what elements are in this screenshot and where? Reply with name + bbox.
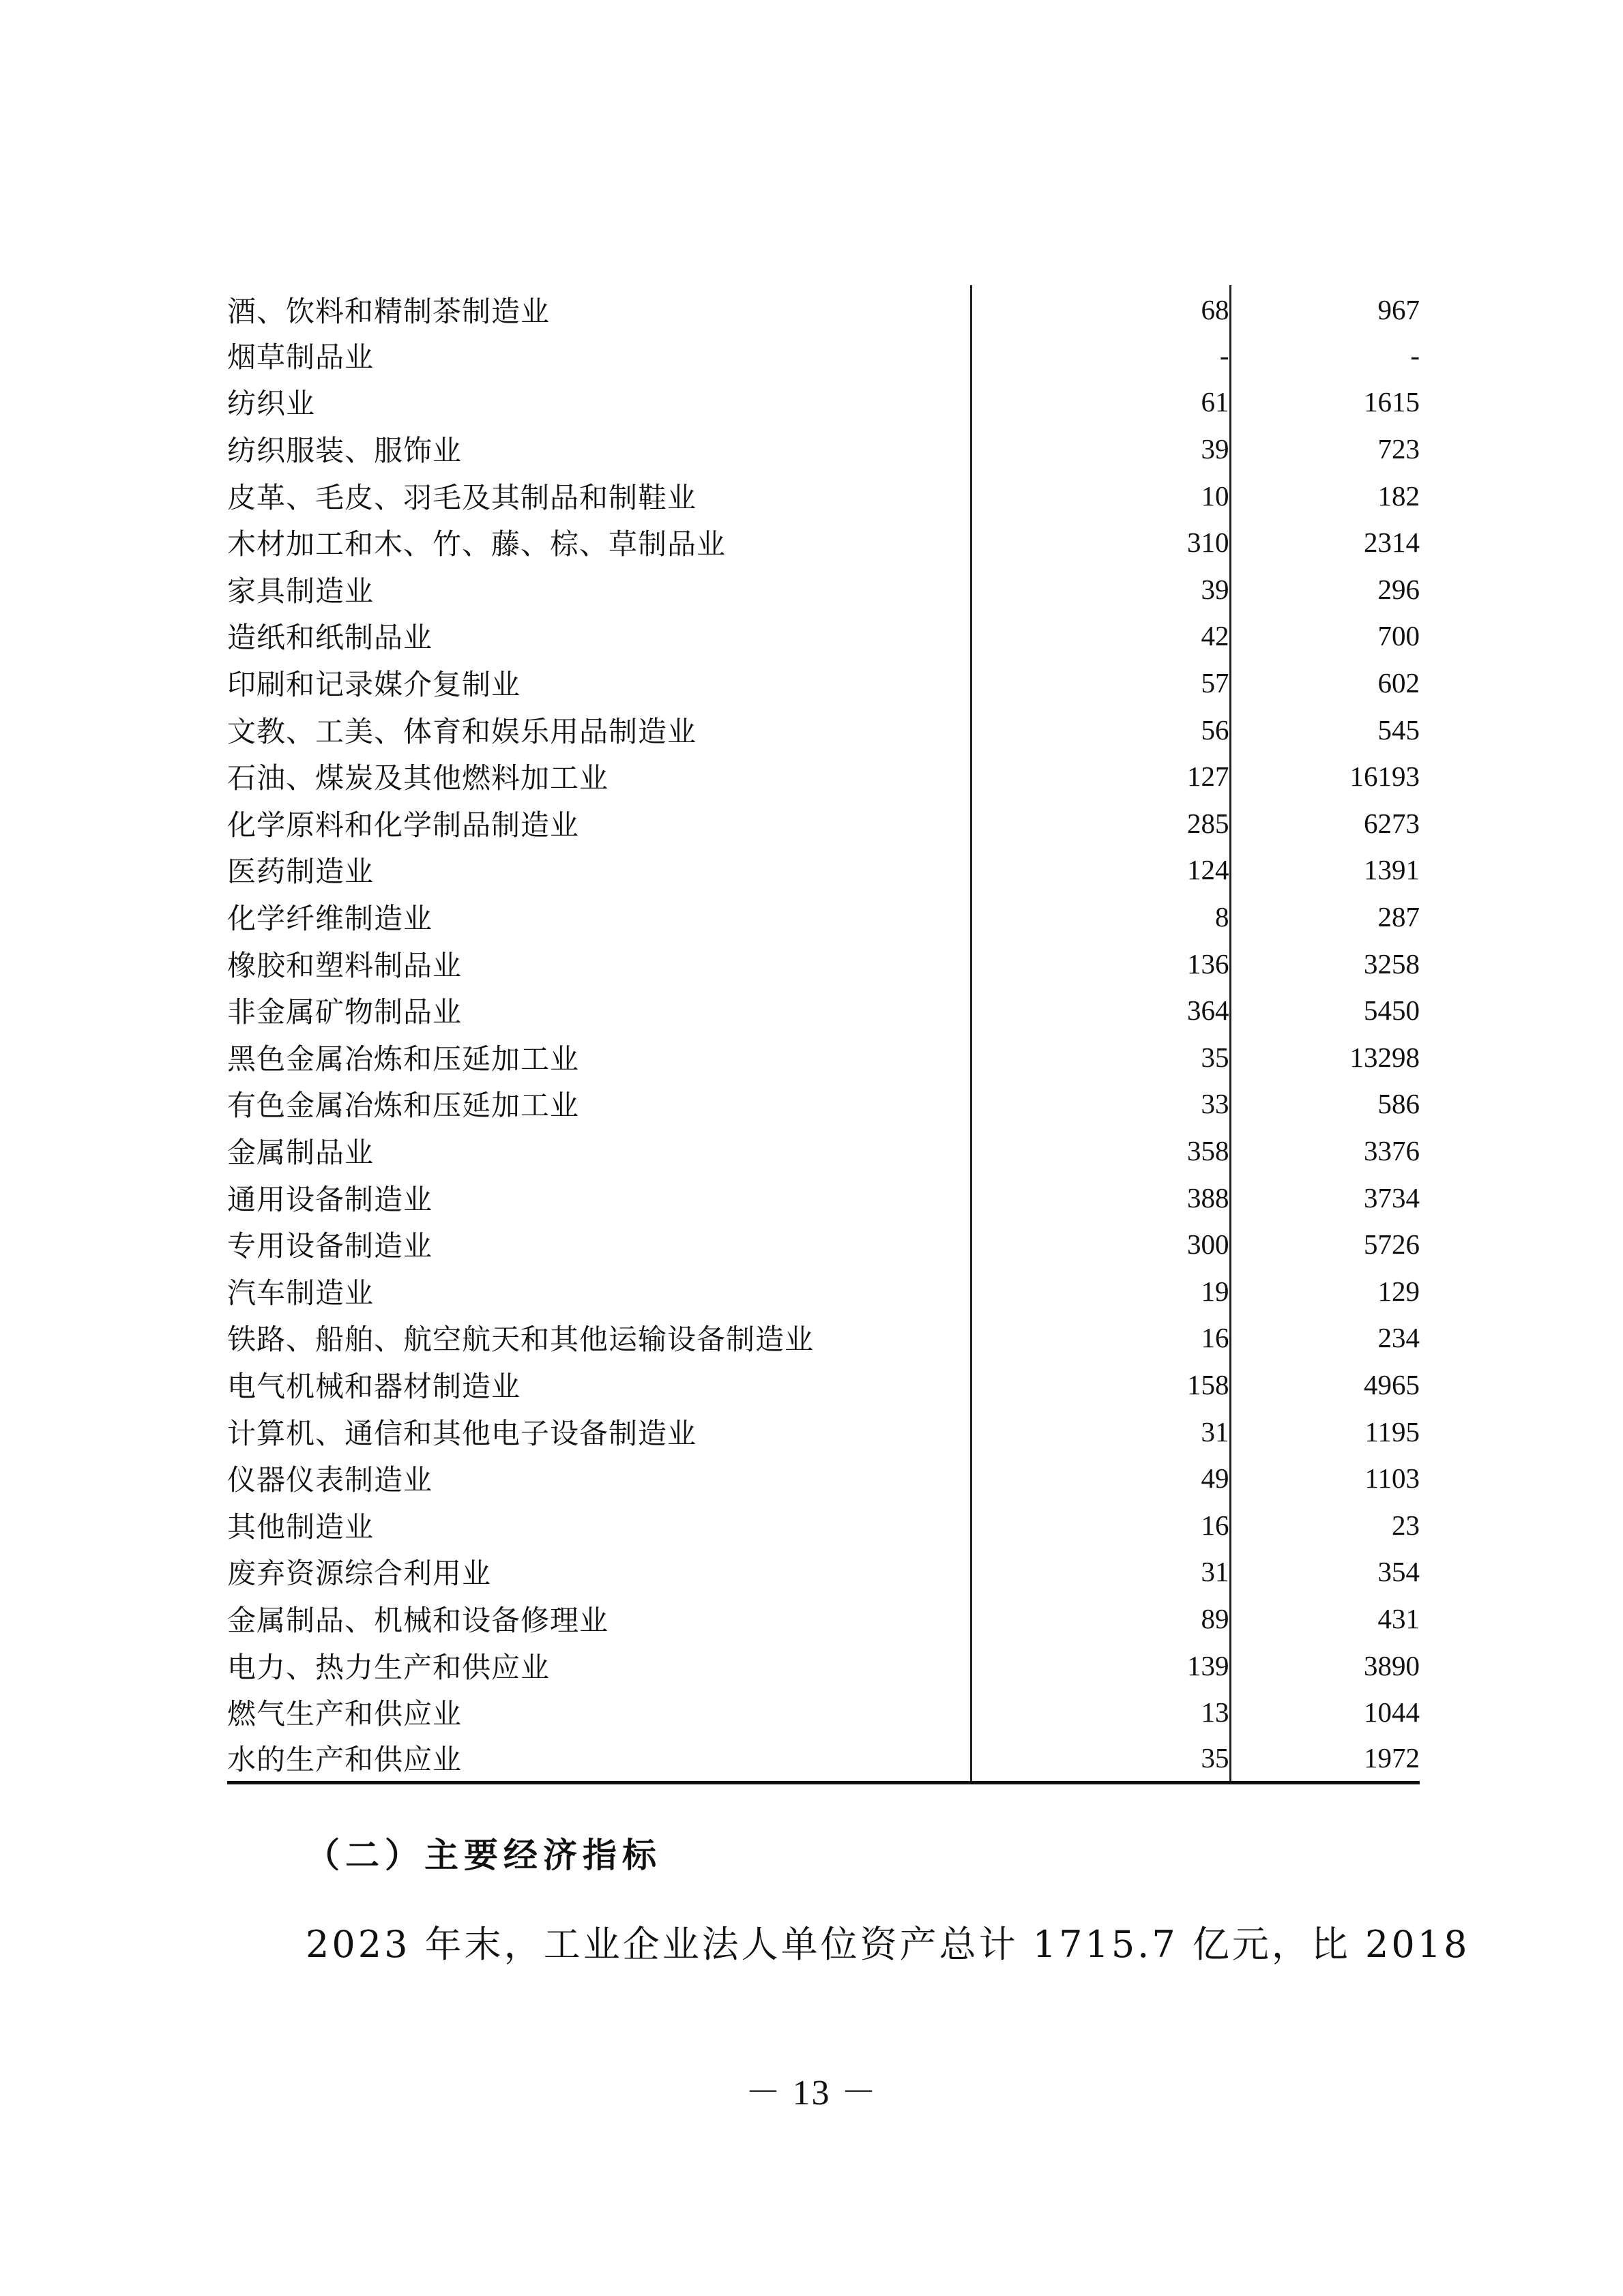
table-row xyxy=(227,519,1420,566)
employee-count-cell: 3734 xyxy=(1230,1174,1420,1221)
table-row xyxy=(227,1128,1420,1175)
table-row xyxy=(227,1267,1420,1314)
table-row xyxy=(227,706,1420,753)
table-row xyxy=(227,1408,1420,1455)
employee-count-cell: 1195 xyxy=(1230,1408,1420,1455)
unit-count-cell: 68 xyxy=(971,285,1230,332)
table-row xyxy=(227,800,1420,847)
employee-count-cell: 545 xyxy=(1230,706,1420,753)
unit-count-cell: 310 xyxy=(971,519,1230,566)
employee-count-cell: 1391 xyxy=(1230,847,1420,894)
unit-count-cell: 49 xyxy=(971,1455,1230,1502)
industry-name-cell: 计算机、通信和其他电子设备制造业 xyxy=(227,1416,697,1450)
unit-count-cell: 35 xyxy=(971,1735,1230,1782)
unit-count-cell: 39 xyxy=(971,426,1230,473)
paragraph-text: 2023 年末，工业企业法人单位资产总计 1715.7 亿元，比 2018 xyxy=(306,1923,1470,1966)
employee-count-cell: 3376 xyxy=(1230,1128,1420,1175)
section-subheading: （二）主要经济指标 xyxy=(306,1835,662,1875)
employee-count-cell: 234 xyxy=(1230,1314,1420,1362)
employee-count-cell: 287 xyxy=(1230,894,1420,941)
industry-name-cell: 通用设备制造业 xyxy=(227,1182,433,1216)
unit-count-cell: 31 xyxy=(971,1548,1230,1595)
employee-count-cell: 586 xyxy=(1230,1080,1420,1128)
employee-count-cell: 23 xyxy=(1230,1501,1420,1548)
unit-count-cell: 127 xyxy=(971,753,1230,800)
unit-count-cell: 35 xyxy=(971,1034,1230,1081)
unit-count-cell: - xyxy=(971,332,1230,379)
table-row xyxy=(227,426,1420,473)
page-number: － 13 － xyxy=(745,2074,878,2113)
employee-count-cell: 5450 xyxy=(1230,987,1420,1034)
table-row xyxy=(227,1455,1420,1502)
employee-count-cell: 3890 xyxy=(1230,1642,1420,1689)
employee-count-cell: 354 xyxy=(1230,1548,1420,1595)
table-row xyxy=(227,285,1420,332)
industry-name-cell: 皮革、毛皮、羽毛及其制品和制鞋业 xyxy=(227,480,697,514)
industry-name-cell: 金属制品、机械和设备修理业 xyxy=(227,1603,609,1637)
industry-name-cell: 烟草制品业 xyxy=(227,340,375,374)
table-row xyxy=(227,660,1420,707)
table-row xyxy=(227,566,1420,613)
industry-name-cell: 金属制品业 xyxy=(227,1135,375,1169)
industry-table-body xyxy=(227,285,1420,1782)
employee-count-cell: 1972 xyxy=(1230,1735,1420,1782)
employee-count-cell: 13298 xyxy=(1230,1034,1420,1081)
industry-name-cell: 医药制造业 xyxy=(227,855,375,889)
industry-name-cell: 化学原料和化学制品制造业 xyxy=(227,808,580,842)
industry-name-cell: 印刷和记录媒介复制业 xyxy=(227,668,521,702)
unit-count-cell: 57 xyxy=(971,660,1230,707)
employee-count-cell: 182 xyxy=(1230,472,1420,519)
unit-count-cell: 61 xyxy=(971,379,1230,426)
unit-count-cell: 139 xyxy=(971,1642,1230,1689)
employee-count-cell: - xyxy=(1230,332,1420,379)
industry-name-cell: 电气机械和器材制造业 xyxy=(227,1369,521,1403)
industry-name-cell: 文教、工美、体育和娱乐用品制造业 xyxy=(227,714,697,748)
industry-name-cell: 专用设备制造业 xyxy=(227,1229,433,1263)
unit-count-cell: 285 xyxy=(971,800,1230,847)
employee-count-cell: 5726 xyxy=(1230,1221,1420,1268)
employee-count-cell: 1103 xyxy=(1230,1455,1420,1502)
industry-name-cell: 燃气生产和供应业 xyxy=(227,1697,463,1731)
employee-count-cell: 4965 xyxy=(1230,1362,1420,1409)
industry-name-cell: 非金属矿物制品业 xyxy=(227,995,463,1029)
table-row xyxy=(227,1034,1420,1081)
table-row xyxy=(227,1689,1420,1736)
industry-table-container xyxy=(227,285,1420,1784)
industry-name-cell: 水的生产和供应业 xyxy=(227,1735,971,1782)
industry-name-cell: 纺织业 xyxy=(227,387,316,421)
unit-count-cell: 16 xyxy=(971,1501,1230,1548)
industry-name-cell: 木材加工和木、竹、藤、棕、草制品业 xyxy=(227,527,727,561)
table-row xyxy=(227,1314,1420,1362)
industry-name-cell: 仪器仪表制造业 xyxy=(227,1463,433,1497)
employee-count-cell: 129 xyxy=(1230,1267,1420,1314)
table-row xyxy=(227,472,1420,519)
employee-count-cell: 296 xyxy=(1230,566,1420,613)
table-row xyxy=(227,379,1420,426)
employee-count-cell: 3258 xyxy=(1230,940,1420,987)
industry-name-cell: 纺织服装、服饰业 xyxy=(227,434,463,468)
unit-count-cell: 39 xyxy=(971,566,1230,613)
unit-count-cell: 8 xyxy=(971,894,1230,941)
table-row xyxy=(227,1501,1420,1548)
unit-count-cell: 388 xyxy=(971,1174,1230,1221)
employee-count-cell: 1615 xyxy=(1230,379,1420,426)
table-row xyxy=(227,753,1420,800)
table-row xyxy=(227,940,1420,987)
industry-name-cell: 废弃资源综合利用业 xyxy=(227,1557,492,1591)
table-row xyxy=(227,1174,1420,1221)
table-row xyxy=(227,1221,1420,1268)
unit-count-cell: 364 xyxy=(971,987,1230,1034)
industry-name-cell: 有色金属冶炼和压延加工业 xyxy=(227,1089,580,1123)
industry-name-cell: 家具制造业 xyxy=(227,574,375,608)
industry-name-cell: 汽车制造业 xyxy=(227,1276,375,1310)
employee-count-cell: 16193 xyxy=(1230,753,1420,800)
industry-name-cell: 铁路、船舶、航空航天和其他运输设备制造业 xyxy=(227,1323,815,1357)
unit-count-cell: 19 xyxy=(971,1267,1230,1314)
unit-count-cell: 136 xyxy=(971,940,1230,987)
industry-name-cell: 电力、热力生产和供应业 xyxy=(227,1650,551,1684)
unit-count-cell: 300 xyxy=(971,1221,1230,1268)
unit-count-cell: 13 xyxy=(971,1689,1230,1736)
industry-name-cell: 石油、煤炭及其他燃料加工业 xyxy=(227,761,609,795)
employee-count-cell: 723 xyxy=(1230,426,1420,473)
employee-count-cell: 700 xyxy=(1230,613,1420,660)
unit-count-cell: 16 xyxy=(971,1314,1230,1362)
table-row xyxy=(227,1595,1420,1643)
employee-count-cell: 6273 xyxy=(1230,800,1420,847)
industry-name-cell: 造纸和纸制品业 xyxy=(227,621,433,655)
industry-table xyxy=(227,285,1420,1784)
table-row xyxy=(227,987,1420,1034)
unit-count-cell: 56 xyxy=(971,706,1230,753)
table-row xyxy=(227,847,1420,894)
table-row xyxy=(227,1080,1420,1128)
employee-count-cell: 1044 xyxy=(1230,1689,1420,1736)
table-row xyxy=(227,332,1420,379)
unit-count-cell: 42 xyxy=(971,613,1230,660)
industry-name-cell: 黑色金属冶炼和压延加工业 xyxy=(227,1042,580,1076)
table-row xyxy=(227,894,1420,941)
employee-count-cell: 431 xyxy=(1230,1595,1420,1643)
unit-count-cell: 89 xyxy=(971,1595,1230,1643)
unit-count-cell: 33 xyxy=(971,1080,1230,1128)
industry-name-cell: 橡胶和塑料制品业 xyxy=(227,948,463,982)
table-row xyxy=(227,613,1420,660)
unit-count-cell: 10 xyxy=(971,472,1230,519)
table-row xyxy=(227,1642,1420,1689)
employee-count-cell: 967 xyxy=(1230,285,1420,332)
table-row xyxy=(227,1548,1420,1595)
industry-name-cell: 化学纤维制造业 xyxy=(227,902,433,936)
industry-name-cell: 其他制造业 xyxy=(227,1510,375,1544)
employee-count-cell: 602 xyxy=(1230,660,1420,707)
employee-count-cell: 2314 xyxy=(1230,519,1420,566)
table-row xyxy=(227,1735,1420,1782)
unit-count-cell: 158 xyxy=(971,1362,1230,1409)
unit-count-cell: 31 xyxy=(971,1408,1230,1455)
unit-count-cell: 358 xyxy=(971,1128,1230,1175)
unit-count-cell: 124 xyxy=(971,847,1230,894)
table-row xyxy=(227,1362,1420,1409)
industry-name-cell: 酒、饮料和精制茶制造业 xyxy=(227,295,551,329)
